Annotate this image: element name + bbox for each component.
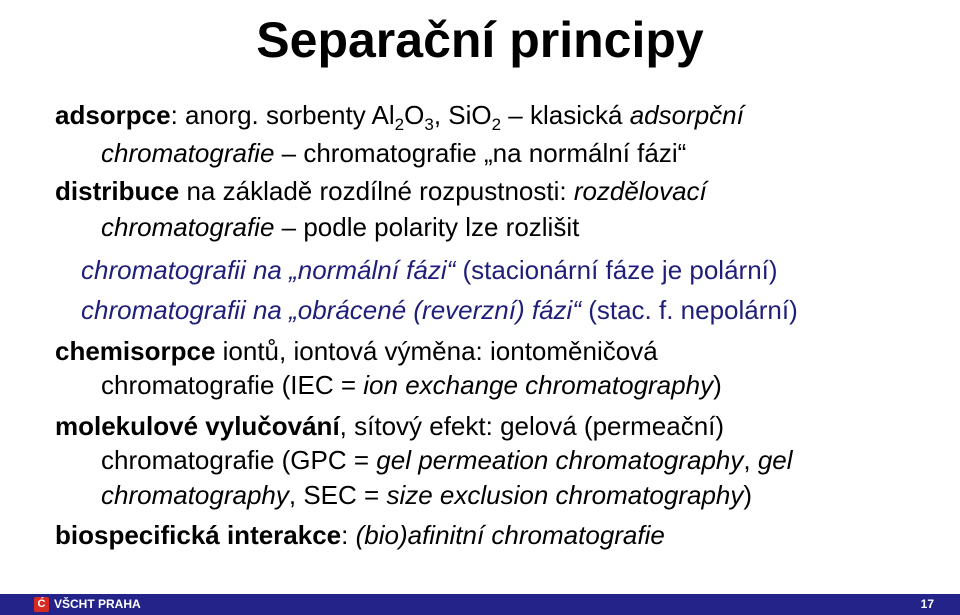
- italic-text: chromatografii na „obrácené (reverzní) fázi“: [81, 295, 581, 325]
- subscript: 3: [424, 115, 434, 134]
- text: – klasická: [501, 100, 630, 130]
- formula-al: Al: [371, 100, 395, 130]
- subscript: 2: [491, 115, 502, 134]
- vscht-logo-icon: Ć: [34, 597, 49, 612]
- line-normal-phase: [81, 253, 778, 287]
- text: (stacionární fáze je polární): [455, 255, 778, 285]
- text: ): [713, 370, 722, 400]
- line-molekulove: [55, 409, 724, 443]
- term-adsorpce: adsorpce: [55, 100, 171, 130]
- text: , SEC =: [288, 480, 387, 510]
- text: , sítový efekt: gelová (permeační): [339, 411, 725, 441]
- italic-text: size exclusion chromatography: [386, 480, 744, 510]
- text: ,: [743, 445, 758, 475]
- italic-text: gel: [757, 445, 793, 475]
- italic-text: gel permeation chromatography: [376, 445, 744, 475]
- term-distribuce: distribuce: [55, 176, 180, 206]
- term-molekulove-vylucovani: molekulové vylučování: [55, 411, 340, 441]
- line-chemisorpce: [55, 334, 658, 368]
- italic-text: chromatography: [101, 480, 289, 510]
- term-chemisorpce: chemisorpce: [55, 336, 216, 366]
- subscript: 2: [394, 115, 405, 134]
- italic-text: ion exchange chromatography: [363, 370, 714, 400]
- text: : anorg. sorbenty: [170, 100, 372, 130]
- line-reverse-phase: [81, 293, 798, 327]
- line-molekulove-cont1: [101, 443, 793, 477]
- slide-title: Separační principy: [256, 12, 704, 68]
- italic-text: rozdělovací: [573, 176, 707, 206]
- institution-name: VŠCHT PRAHA: [54, 597, 141, 611]
- text: chromatografie (GPC =: [101, 445, 377, 475]
- line-adsorpce: [55, 98, 744, 132]
- line-adsorpce-cont: [101, 136, 686, 170]
- formula-o: O: [404, 100, 425, 130]
- italic-text: chromatografie: [101, 138, 275, 168]
- text: – chromatografie „na normální fázi“: [274, 138, 687, 168]
- formula-sio: , SiO: [433, 100, 492, 130]
- page-number: 17: [920, 597, 934, 611]
- text: chromatografie (IEC =: [101, 370, 364, 400]
- footer-bar: [0, 594, 960, 615]
- italic-text: (bio)afinitní chromatografie: [355, 520, 665, 550]
- line-distribuce-cont: [101, 210, 579, 244]
- italic-text: adsorpční: [629, 100, 744, 130]
- line-distribuce: [55, 174, 707, 208]
- line-molekulove-cont2: [101, 478, 752, 512]
- italic-text: chromatografii na „normální fázi“: [81, 255, 456, 285]
- text: :: [341, 520, 356, 550]
- italic-text: chromatografie: [101, 212, 275, 242]
- line-chemisorpce-cont: [101, 368, 722, 402]
- text: na základě rozdílné rozpustnosti:: [179, 176, 574, 206]
- line-biospecificka: [55, 518, 665, 552]
- text: (stac. f. nepolární): [580, 295, 798, 325]
- text: ): [743, 480, 753, 510]
- text: iontů, iontová výměna: iontoměničová: [215, 336, 658, 366]
- text: – podle polarity lze rozlišit: [274, 212, 580, 242]
- term-biospecificka-interakce: biospecifická interakce: [55, 520, 342, 550]
